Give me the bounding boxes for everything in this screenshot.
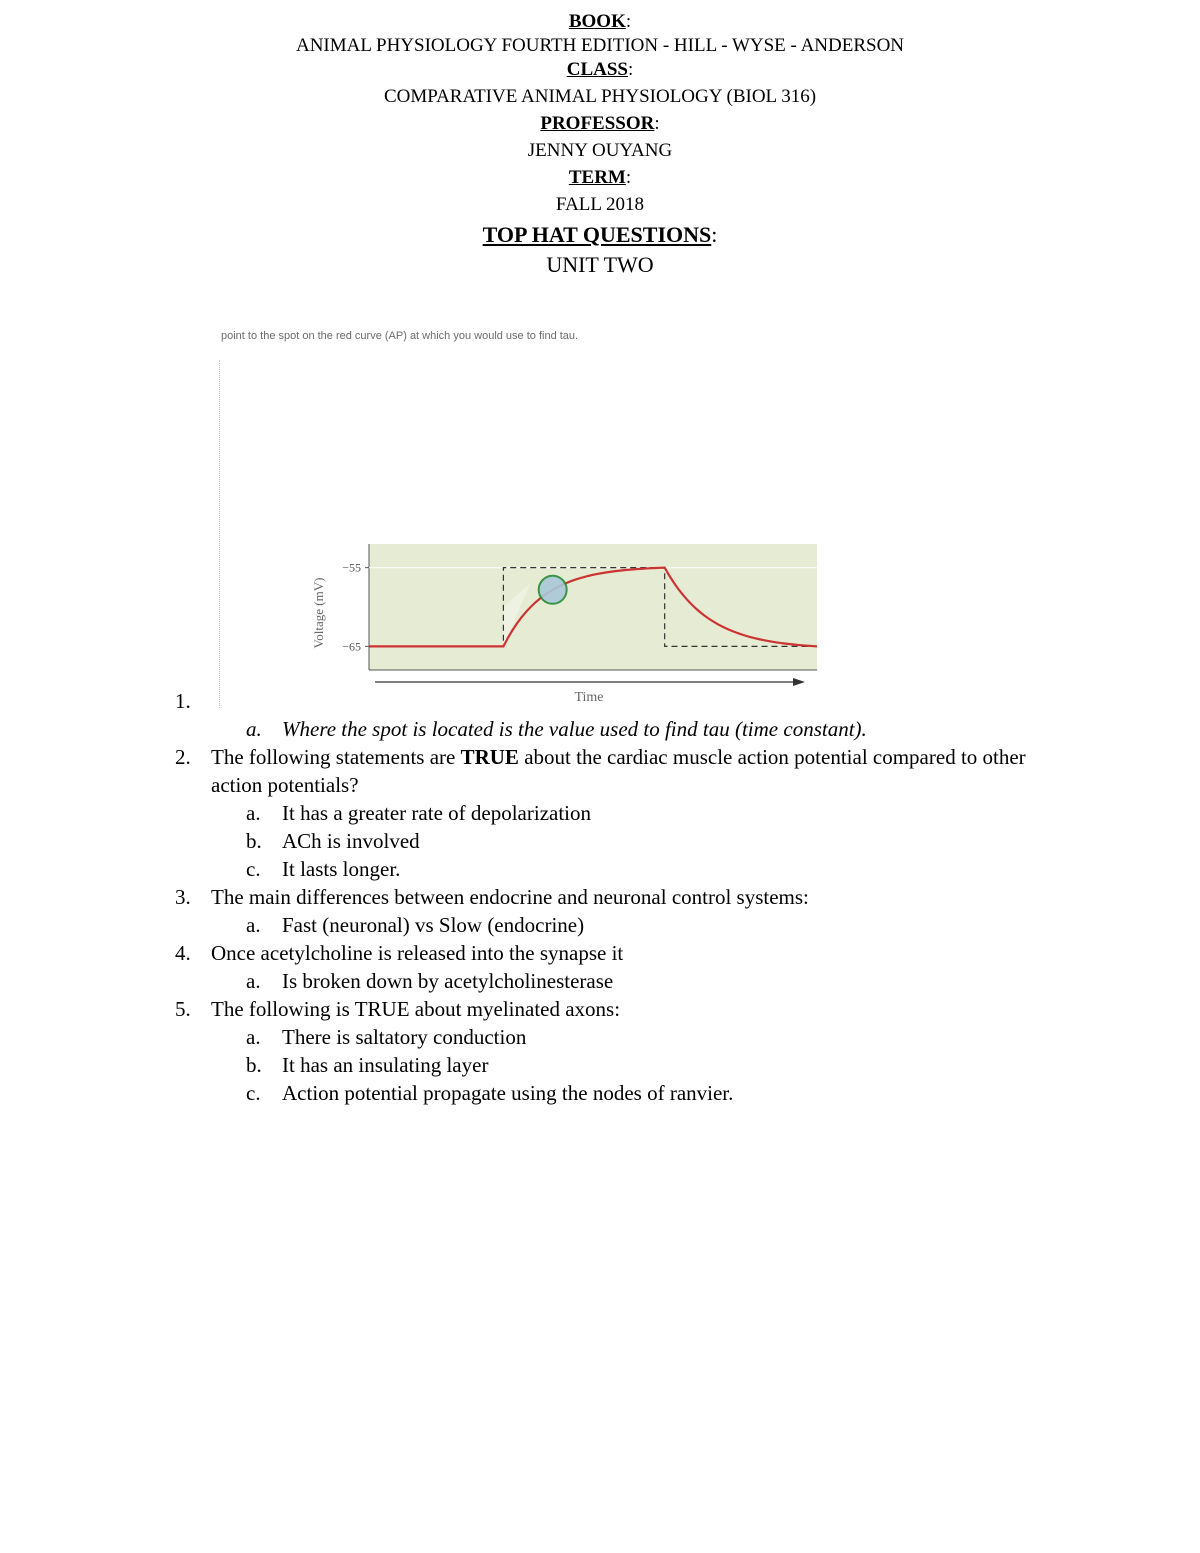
answer-text: Is broken down by acetylcholinesterase bbox=[282, 969, 614, 993]
answer-4a bbox=[0, 967, 1200, 995]
section-title-line bbox=[0, 220, 1200, 250]
class-label: CLASS bbox=[566, 59, 628, 80]
colon: : bbox=[711, 222, 718, 247]
question-number: 5. bbox=[175, 997, 191, 1021]
book-label-line bbox=[0, 10, 1200, 34]
answer-text: It has an insulating layer bbox=[282, 1053, 489, 1077]
question-number: 2. bbox=[175, 745, 191, 769]
question-3 bbox=[0, 883, 1200, 911]
question-number: 4. bbox=[175, 941, 191, 965]
answer-text: There is saltatory conduction bbox=[282, 1025, 527, 1049]
answer-text: It has a greater rate of depolarization bbox=[282, 801, 592, 825]
answer-letter: a. bbox=[246, 1025, 261, 1049]
answer-3a bbox=[0, 911, 1200, 939]
class-label-line bbox=[0, 58, 1200, 82]
answer-2c bbox=[0, 855, 1200, 883]
colon: : bbox=[654, 113, 660, 134]
question-5 bbox=[0, 995, 1200, 1023]
answer-2b bbox=[0, 827, 1200, 855]
term-label: TERM bbox=[568, 167, 626, 188]
question-1 bbox=[0, 687, 1200, 715]
voltage-chart bbox=[219, 326, 839, 710]
term-label-line bbox=[0, 166, 1200, 190]
colon: : bbox=[625, 11, 632, 32]
tau-figure bbox=[219, 326, 839, 710]
question-text: Once acetylcholine is released into the synapse it bbox=[211, 941, 624, 965]
professor-value: JENNY OUYANG bbox=[527, 140, 673, 161]
question-text bbox=[211, 743, 1061, 799]
question-text-emphasis: TRUE bbox=[460, 745, 519, 769]
x-axis-label: Time bbox=[574, 690, 604, 705]
y-axis-label: Voltage (mV) bbox=[311, 577, 326, 649]
question-4 bbox=[0, 939, 1200, 967]
time-arrow-head bbox=[793, 678, 805, 686]
answer-letter: b. bbox=[246, 1053, 262, 1077]
answer-letter: c. bbox=[246, 857, 261, 881]
colon: : bbox=[627, 59, 634, 80]
professor-label: PROFESSOR bbox=[540, 113, 655, 134]
answer-letter: a. bbox=[246, 969, 261, 993]
colon: : bbox=[625, 167, 632, 188]
y-tick-label: −65 bbox=[342, 639, 361, 654]
question-number: 1. bbox=[175, 689, 191, 713]
question-text-part: The following statements are bbox=[211, 745, 461, 769]
question-number: 3. bbox=[175, 885, 191, 909]
figure-caption: point to the spot on the red curve (AP) at which you would use to find tau. bbox=[221, 330, 579, 342]
book-label: BOOK bbox=[568, 11, 626, 32]
answer-letter: a. bbox=[246, 913, 261, 937]
answer-5b bbox=[0, 1051, 1200, 1079]
answer-text: Fast (neuronal) vs Slow (endocrine) bbox=[282, 913, 585, 937]
answer-text: ACh is involved bbox=[282, 829, 420, 853]
plot-background bbox=[369, 544, 817, 670]
answer-text: It lasts longer. bbox=[282, 857, 401, 881]
answer-letter: a. bbox=[246, 717, 262, 741]
question-text: The main differences between endocrine and neuronal control systems: bbox=[211, 885, 809, 909]
unit-title: UNIT TWO bbox=[546, 252, 654, 277]
answer-text: Action potential propagate using the nodes of ranvier. bbox=[282, 1081, 734, 1105]
answer-letter: b. bbox=[246, 829, 262, 853]
question-list bbox=[0, 687, 1200, 1107]
answer-text: Where the spot is located is the value used to find tau (time constant). bbox=[282, 717, 867, 741]
answer-2a bbox=[0, 799, 1200, 827]
answer-5c bbox=[0, 1079, 1200, 1107]
question-text: The following is TRUE about myelinated axons: bbox=[211, 997, 621, 1021]
document-header bbox=[0, 10, 1200, 280]
y-tick-label: −55 bbox=[342, 560, 361, 575]
answer-5a bbox=[0, 1023, 1200, 1051]
answer-1a bbox=[0, 715, 1200, 743]
answer-letter: c. bbox=[246, 1081, 261, 1105]
answer-letter: a. bbox=[246, 801, 261, 825]
class-value: COMPARATIVE ANIMAL PHYSIOLOGY (BIOL 316) bbox=[383, 86, 817, 107]
term-value: FALL 2018 bbox=[555, 194, 645, 215]
question-2 bbox=[0, 743, 1200, 799]
tau-marker bbox=[539, 576, 567, 604]
book-value: ANIMAL PHYSIOLOGY FOURTH EDITION - HILL - WYSE - ANDERSON bbox=[295, 35, 905, 56]
question-text-part: about the cardiac muscle action potential compared to other action potentials? bbox=[211, 745, 1026, 797]
section-title: TOP HAT QUESTIONS bbox=[482, 222, 712, 247]
professor-label-line bbox=[0, 112, 1200, 136]
